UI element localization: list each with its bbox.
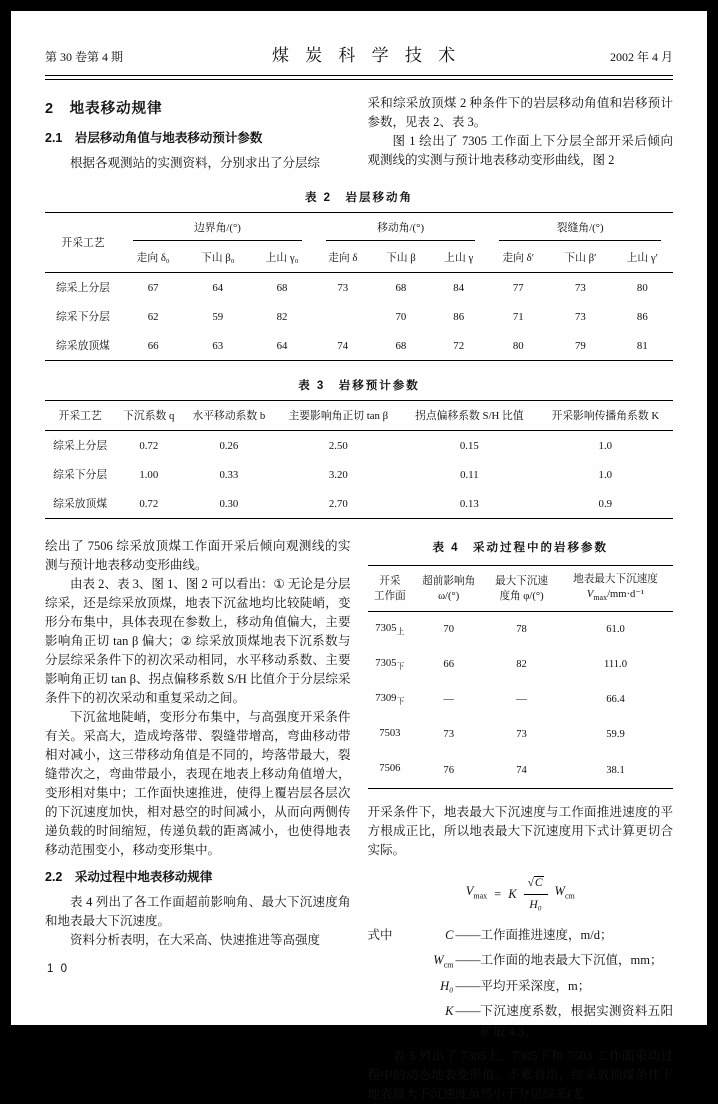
cell: 61.0 [606,624,625,636]
cell: 82 [516,659,527,671]
cell: 59.9 [606,729,625,741]
header-double-rule [45,75,673,80]
cell: 63 [212,339,224,352]
table2-rock-movement-angles [45,212,673,361]
workface-id: $7309_下$ [375,692,405,706]
cell: 0.26 [219,439,239,452]
cell: 38.1 [606,764,625,776]
cell: 62 [147,310,159,323]
table4-header-max-speed-angle: 最大下沉速 度角 φ/(°) [495,575,549,602]
paragraph: 开采条件下，地表最大下沉速度与工作面推进速度的平方根成正比，所以地表最大下沉速度用下式计算更切合实际。 [367,804,673,857]
row-label: 综采上分层 [56,282,110,294]
right-column-main [368,537,674,1104]
workface-id: $7305_上$ [375,622,405,636]
cell: 0.72 [139,497,159,510]
top-columns [45,94,673,173]
table2-group-crack: 裂缝角/(°) [487,213,673,249]
paragraph: 由表 2、表 3、图 1、图 2 可以看出：① 无论是分层综采，还是综采放顶煤，地表下沉盆地均比较陡峭，变形分布集中，具体表现在参数上，移动角值偏大，主要影响角正切 tan β 偏大；② 综采放顶煤地表下沉系数与分层综采条件下的初次采动相同，水平移动系数、主要影响角正切 tan β、拐点偏移系数 S/H 比值介于分层综采条件下的初次采动和重复采动之间。 [45,577,351,705]
cell: 84 [453,281,465,294]
table2-group-movement: 移动角/(°) [314,213,487,249]
cell: 1.00 [139,468,159,481]
cell: 1.0 [598,468,613,481]
table3-header: 主要影响角正切 tan β [288,410,389,422]
workface-id: $7305_下$ [375,657,405,671]
cell: 64 [276,339,288,352]
cell: — [516,694,527,706]
page-number: 1 0 [47,963,69,975]
where-item: H₀ —— 平均开采深度，m； [440,978,591,993]
cell: 70 [443,624,454,636]
table4-caption: 表 4 采动过程中的岩移参数 [432,542,609,554]
paragraph: 图 1 绘出了 7305 工作面上下分层全部开采后倾向观测线的实测与预计地表移动变形曲线，图 2 [367,134,673,167]
cell: 111.0 [603,659,628,671]
table-row [368,647,674,682]
cell: 80 [636,281,648,294]
cell: 73 [337,281,349,294]
table-row [45,302,673,331]
cell: 2.70 [328,497,348,510]
table-row [368,612,674,648]
table-row [45,273,673,303]
cell: 71 [512,310,524,323]
cell: 64 [212,281,224,294]
table-row [368,753,674,789]
table3-caption: 表 3 岩移预计参数 [298,380,420,392]
table3-header: 拐点偏移系数 S/H 比值 [415,410,524,422]
table-row [368,682,674,717]
cell: 80 [512,339,524,352]
cell: 79 [574,339,586,352]
table2-subheader: 走向 δ₀ [136,252,170,264]
cell: 0.11 [460,468,479,481]
row-label: 综采放顶煤 [56,340,110,352]
cell: 73 [516,729,527,741]
left-column-main [45,537,351,1104]
section-2-2-heading: 2.2 采动过程中地表移动规律 [45,870,213,884]
table3-prediction-parameters [45,400,673,519]
table2-subheader: 上山 γ₀ [265,252,299,264]
section-2-heading: 2 地表移动规律 [45,101,163,117]
cell: 3.20 [328,468,348,481]
table2-group-boundary: 边界角/(°) [121,213,314,249]
cell: 72 [453,339,465,352]
cell: 1.0 [598,439,613,452]
table4-header-max-speed: 地表最大下沉速度 $V_{max}/mm\cdot d^{-1}$ [573,574,658,603]
cell: 74 [516,764,527,776]
paragraph: 表 4 列出了各工作面超前影响角、最大下沉速度角和地表最大下沉速度。 [45,895,351,928]
table2-col0-header: 开采工艺 [61,237,105,249]
cell: 70 [395,310,407,323]
where-item: 式中 C —— 工作面推进速度，m/d； [367,927,613,942]
cell: 78 [516,624,527,636]
row-label: 综采下分层 [53,469,108,481]
paragraph: 资料分析表明，在大采高、快速推进等高强度 [70,933,321,947]
table2-subheader: 下山 β′ [564,252,597,264]
formula-fraction: $\frac{√C}{\text{H₀}}$ [524,874,548,915]
row-label: 综采上分层 [53,440,108,452]
left-column-top [45,94,351,173]
table2-caption: 表 2 岩层移动角 [304,192,414,204]
table2-subheader: 走向 δ [328,252,358,264]
cell: 82 [276,310,288,323]
cell: 66 [443,659,454,671]
paper-page [11,11,707,1102]
paragraph: 根据各观测站的实测资料，分别求出了分层综 [70,156,321,170]
cell: 0.13 [459,497,479,510]
cell: 74 [337,339,349,352]
cell: 67 [147,281,159,294]
cell: 81 [636,339,648,352]
paragraph: 下沉盆地陡峭，变形分布集中，与高强度开采条件有关。采高大，造成垮落带、裂缝带增高，弯曲移动带相对减小，这三带移动角值是不同的，垮落带最大，裂缝带次之，弯曲带最小，表现在地表上移动角值增大，变形相对集中；工作面快速推进，使得上覆岩层各层次的下沉速度加快，相对悬空的时间减小，从而向两侧传递负载的时间缩短，传递负载的距离减小，也使得地表移动范围变小，移动变形集中。 [45,710,351,857]
journal-header [45,41,673,66]
cell [314,302,372,331]
where-item: $W_{cm}$ —— 工作面的地表最大下沉值，mm； [433,953,663,970]
table-row [45,489,673,519]
paragraph: 采和综采放顶煤 2 种条件下的岩层移动角值和岩移预计参数，见表 2、表 3。 [367,96,673,129]
right-column-top [368,94,674,173]
cell: 73 [574,310,586,323]
cell: 0.9 [598,497,613,510]
cell: 68 [395,281,407,294]
cell: 77 [512,281,524,294]
cell: 59 [212,310,224,323]
cell: — [443,694,454,706]
cell: 86 [453,310,465,323]
cell: 76 [443,764,454,776]
formula-lhs: $V_{max}$ [465,884,488,901]
table2-subheader: 下山 β₀ [200,252,235,264]
paragraph: 绘出了 7506 综采放顶煤工作面开采后倾向观测线的实测与预计地表移动变形曲线。 [45,539,351,572]
main-columns [45,537,673,1104]
cell: 0.15 [459,439,479,452]
journal-issue: 第 30 卷第 4 期 [45,50,124,64]
workface-id: 7506 [379,763,401,775]
cell: 68 [395,339,407,352]
cell: 0.72 [139,439,159,452]
cell: 66.4 [606,694,625,706]
subsidence-speed-formula: $V_{max}$ = K $\frac{√C}{\text{H₀}}$ $W_{cm}$ [368,874,674,915]
cell: 0.30 [219,497,239,510]
formula-where-list [368,925,674,1044]
table-row [45,431,673,461]
table4-header-face: 开采 工作面 [373,575,406,602]
paragraph: 表 5 列出了 7305上、7305下和 7503 工作面采动过程中的动态地表变形值。不难看出，综采放顶煤条件下地表最大下沉速度虽然小于分层综采(尤 [367,1049,673,1102]
cell: 73 [574,281,586,294]
workface-id: 7503 [379,727,401,739]
table3-header: 开采工艺 [58,410,102,422]
table4-dynamic-parameters [368,565,674,789]
where-item: K —— 下沉速度系数，根据实测资料五阳矿取 4.3。 [445,1004,673,1040]
journal-date: 2002 年 4 月 [609,50,673,64]
table3-header: 水平移动系数 b [192,410,266,422]
table2-subheader: 下山 β [385,252,416,264]
row-label: 综采放顶煤 [53,498,108,510]
table-row [368,717,674,752]
table2-subheader: 上山 γ′ [626,252,659,264]
table-row [45,460,673,489]
table3-header: 开采影响传播角系数 K [551,410,660,422]
cell: 0.33 [219,468,239,481]
formula-rhs: $W_{cm}$ [554,884,575,901]
row-label: 综采下分层 [56,311,110,323]
journal-title: 煤 炭 科 学 技 术 [271,46,462,65]
table2-subheader: 上山 γ [444,252,474,264]
table2-subheader: 走向 δ′ [502,252,535,264]
cell: 68 [276,281,288,294]
cell: 86 [636,310,648,323]
cell: 66 [147,339,159,352]
table4-header-advance-angle: 超前影响角 ω/(°) [422,575,476,602]
table3-header: 下沉系数 q [123,410,175,422]
cell: 2.50 [328,439,348,452]
cell: 73 [443,729,454,741]
section-2-1-heading: 2.1 岩层移动角值与地表移动预计参数 [45,131,263,145]
table-row [45,331,673,361]
